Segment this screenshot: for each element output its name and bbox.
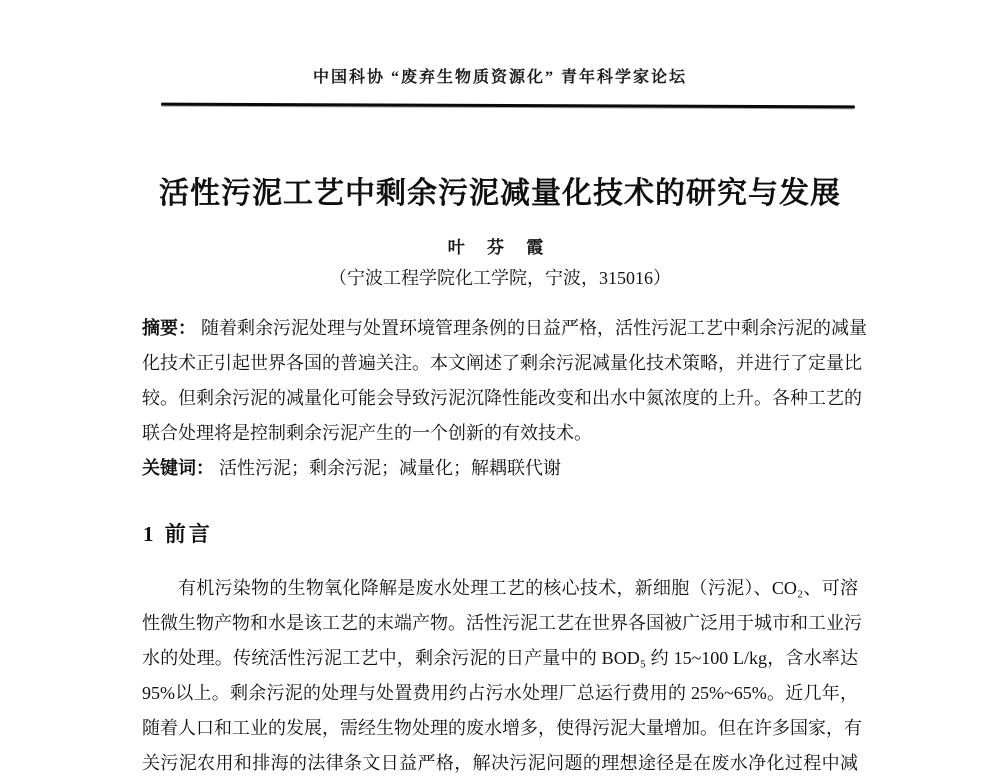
body-line: 95%以上。剩余污泥的处理与处置费用约占污水处理厂总运行费用的 25%~65%。近几年， <box>142 683 858 703</box>
abstract-line: 化技术正引起世界各国的普遍关注。本文阐述了剩余污泥减量化技术策略，并进行了定量比 <box>142 353 862 373</box>
body-line: 性微生物产物和水是该工艺的末端产物。活性污泥工艺在世界各国被广泛用于城市和工业污 <box>142 613 862 633</box>
abstract-line: 较。但剩余污泥的减量化可能会导致污泥沉降性能改变和出水中氮浓度的上升。各种工艺的 <box>142 388 862 408</box>
body-line: 水的处理。传统活性污泥工艺中，剩余污泥的日产量中的 BOD₅ 约 15~100 L/kg，含水率达 <box>142 648 858 668</box>
abstract-text: 随着剩余污泥处理与处置环境管理条例的日益严格，活性污泥工艺中剩余污泥的减量 <box>201 318 868 338</box>
header-divider-rule <box>161 103 855 109</box>
abstract-line: 联合处理将是控制剩余污泥产生的一个创新的有效技术。 <box>142 423 592 443</box>
forum-header: 中国科协 “废弃生物质资源化” 青年科学家论坛 <box>312 69 687 86</box>
abstract-and-keywords <box>142 311 868 486</box>
keywords-line <box>142 451 858 486</box>
abstract-line <box>142 311 868 346</box>
keywords-label: 关键词： <box>142 458 214 478</box>
section-heading-introduction: 1 前言 <box>143 522 213 546</box>
introduction-paragraph <box>142 571 862 781</box>
keywords-text: 活性污泥；剩余污泥；减量化；解耦联代谢 <box>219 458 562 478</box>
body-line: 有机污染物的生物氧化降解是废水处理工艺的核心技术，新细胞（污泥）、CO₂、可溶 <box>178 578 858 598</box>
body-line: 随着人口和工业的发展，需经生物处理的废水增多，使得污泥大量增加。但在许多国家，有 <box>142 718 862 738</box>
abstract-label: 摘要： <box>142 318 196 338</box>
body-line-clipped: 关污泥农用和排海的法律条文日益严格，解决污泥问题的理想途径是在废水净化过程中减 <box>142 753 858 773</box>
author-affiliation: （宁波工程学院化工学院，宁波，315016） <box>329 268 671 288</box>
author-name: 叶 芬 霞 <box>447 238 553 257</box>
paper-title: 活性污泥工艺中剩余污泥减量化技术的研究与发展 <box>159 177 841 210</box>
